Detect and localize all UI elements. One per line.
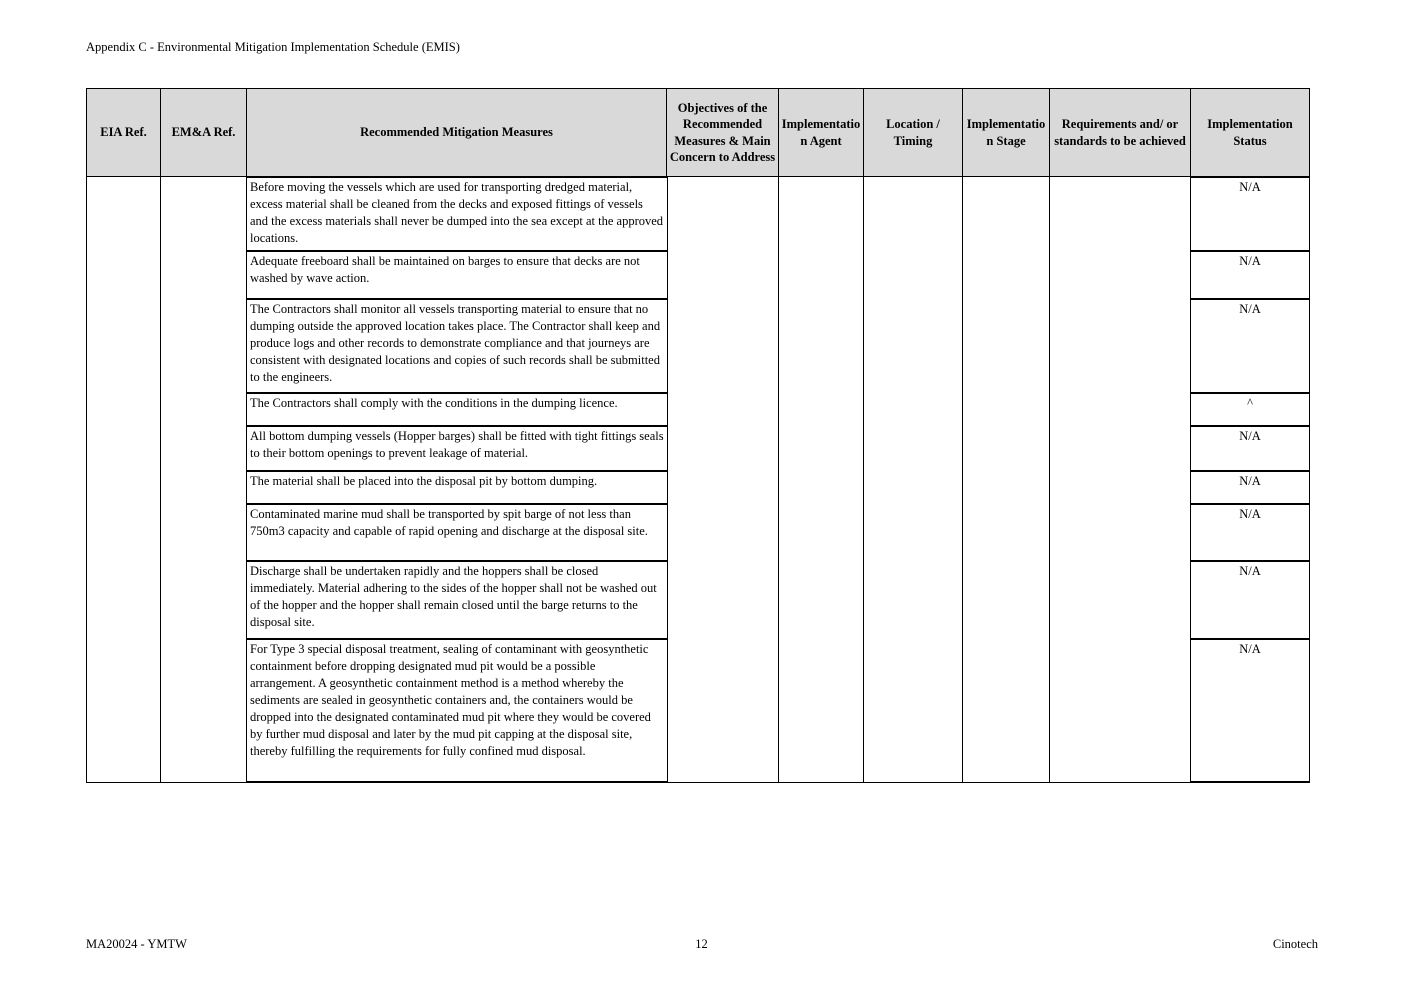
table-header-row [87, 89, 1309, 177]
implementation-status-cell: ^ [1191, 393, 1309, 426]
emis-table [86, 88, 1310, 783]
column-header-recommended-mitigation-measures: Recommended Mitigation Measures [247, 89, 667, 177]
objectives-cell [667, 177, 779, 782]
column-header-objectives: Objectives of the Recommended Measures & Main Concern to Address [667, 89, 779, 177]
mitigation-measure-cell: The Contractors shall monitor all vessels transporting material to ensure that no dumping outside the approved location takes place. The Contractor shall keep and produce logs and other records to demonstrate compliance and that journeys are consistent with designated locations and copies of such records shall be submitted to the engineers. [247, 299, 667, 393]
mitigation-measure-cell: Contaminated marine mud shall be transported by spit barge of not less than 750m3 capacity and capable of rapid opening and discharge at the disposal site. [247, 504, 667, 561]
mitigation-measure-cell: The material shall be placed into the disposal pit by bottom dumping. [247, 471, 667, 504]
mitigation-measure-cell: For Type 3 special disposal treatment, sealing of contaminant with geosynthetic containment before dropping designated mud pit would be a possible arrangement. A geosynthetic containment method is a method whereby the sediments are sealed in geosynthetic containers and, the containers would be dropped into the designated contaminated mud pit where they would be covered by further mud disposal and later by the mud pit capping at the disposal site, thereby fulfilling the requirements for fully confined mud disposal. [247, 639, 667, 782]
footer-project-ref: MA20024 - YMTW [86, 937, 187, 951]
location-timing-cell [864, 177, 963, 782]
footer-company: Cinotech [1272, 937, 1318, 951]
implementation-stage-cell [963, 177, 1050, 782]
implementation-status-cell: N/A [1191, 561, 1309, 639]
mitigation-measure-cell: Before moving the vessels which are used for transporting dredged material, excess material shall be cleaned from the decks and exposed fittings of vessels and the excess materials shall never be dumped into the sea except at the approved locations. [247, 177, 667, 251]
mitigation-measure-cell: All bottom dumping vessels (Hopper barges) shall be fitted with tight fittings seals to their bottom openings to prevent leakage of material. [247, 426, 667, 471]
implementation-status-cell: N/A [1191, 299, 1309, 393]
column-header-location-timing: Location / Timing [864, 89, 963, 177]
appendix-title: Appendix C - Environmental Mitigation Implementation Schedule (EMIS) [86, 40, 460, 54]
implementation-status-cell: N/A [1191, 177, 1309, 251]
footer-page-number: 12 [695, 937, 708, 951]
table-row [87, 177, 1309, 251]
implementation-status-cell: N/A [1191, 504, 1309, 561]
mitigation-measure-cell: Discharge shall be undertaken rapidly and the hoppers shall be closed immediately. Material adhering to the sides of the hopper shall not be washed out of the hopper and the hopper shall remain closed until the barge returns to the disposal site. [247, 561, 667, 639]
requirements-cell [1050, 177, 1191, 782]
column-header-implementation-status: Implementation Status [1191, 89, 1309, 177]
column-header-requirements-standards: Requirements and/ or standards to be achieved [1050, 89, 1191, 177]
column-header-ema-ref: EM&A Ref. [161, 89, 247, 177]
mitigation-measure-cell: Adequate freeboard shall be maintained on barges to ensure that decks are not washed by wave action. [247, 251, 667, 299]
ema-ref-cell [161, 177, 247, 782]
table-body [87, 177, 1309, 782]
column-header-implementation-agent: Implementation Agent [779, 89, 864, 177]
implementation-status-cell: N/A [1191, 471, 1309, 504]
mitigation-measure-cell: The Contractors shall comply with the conditions in the dumping licence. [247, 393, 667, 426]
implementation-agent-cell [779, 177, 864, 782]
implementation-status-cell: N/A [1191, 251, 1309, 299]
column-header-implementation-stage: Implementation Stage [963, 89, 1050, 177]
column-header-eia-ref: EIA Ref. [87, 89, 161, 177]
implementation-status-cell: N/A [1191, 639, 1309, 782]
implementation-status-cell: N/A [1191, 426, 1309, 471]
eia-ref-cell [87, 177, 161, 782]
